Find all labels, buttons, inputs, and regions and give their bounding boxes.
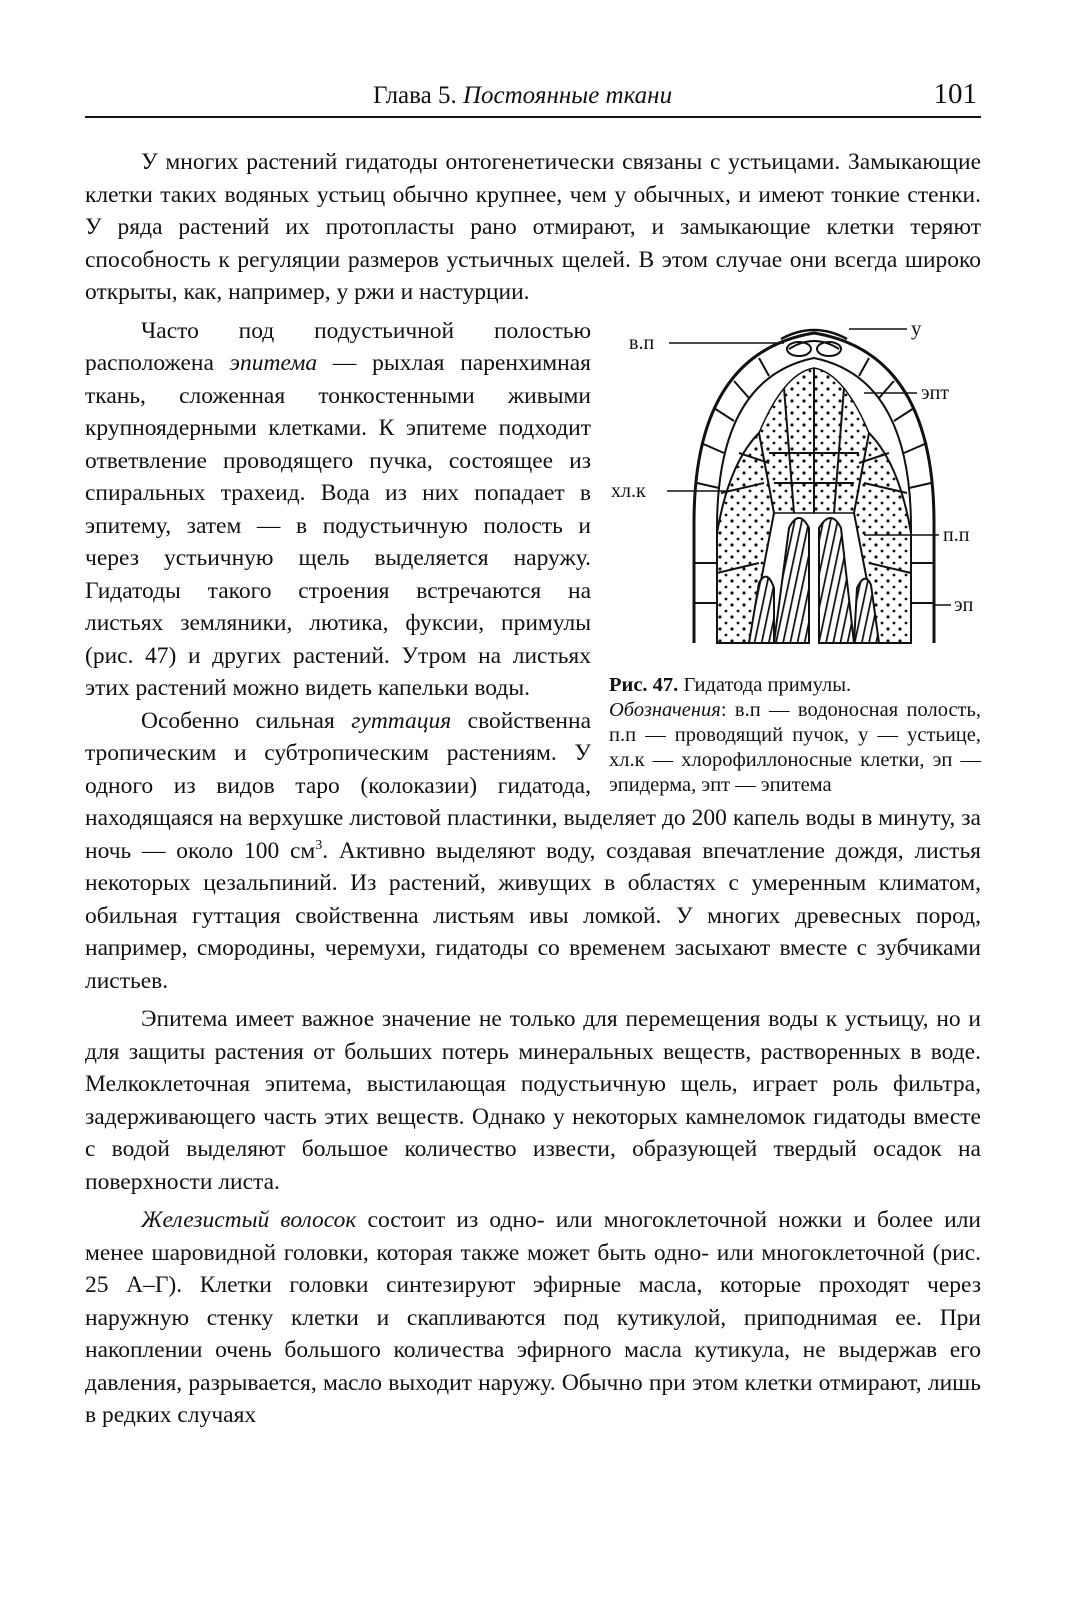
paragraph-3-text-b: свойственна тропическим и субтропическим растениям. У одного из видов таро (колоказии) гидатода, находящаяся на верхушке листовой пластинки, выделяет до 200 капель воды в минуту, за ночь — около 100 см	[85, 707, 981, 864]
body-text	[85, 146, 981, 1432]
caption-legend: : в.п — водоносная полость, п.п — проводящий пучок, у — устьице, хл.к — хлорофиллоносные клетки, эп — эпидерма, эпт — эпитема	[609, 698, 981, 796]
paragraph-4: Эпитема имеет важное значение не только для перемещения воды к устьицу, но и для защиты растения от больших потерь минеральных веществ, растворенных в воде. Мелкоклеточная эпитема, выстилающая подустьичную щель, играет роль фильтра, задерживающего часть этих веществ. Однако у некоторых камнеломок гидатоды вместе с водой выделяют большое количество извести, образующей твердый осадок на поверхности листа.	[85, 1006, 981, 1195]
chapter-title: Постоянные ткани	[462, 82, 673, 109]
label-ept: эпт	[921, 381, 950, 404]
chapter-prefix: Глава 5.	[373, 82, 457, 109]
paragraph-3-text-c: . Активно выделяют воду, создавая впечатление дождя, листья некоторых цезальпиний. Из растений, живущих в областях с умеренным климатом, обильная гуттация свойственна листьям ивы ломкой. У многих древесных пород, например, смородины, черемухи, гидатоды со временем засыхают вместе с зубчиками листьев.	[85, 837, 981, 994]
label-pp: п.п	[943, 523, 970, 546]
paragraph-3-text-a: Особенно сильная	[141, 707, 335, 734]
figure-caption	[609, 673, 981, 798]
term-guttation: гуттация	[351, 707, 452, 734]
caption-title: Гидатода примулы.	[683, 673, 852, 696]
term-glandular-hair: Железистый волосок	[141, 1207, 357, 1233]
paragraph-2-text-a: Часто под подустьичной полостью расположена	[85, 317, 591, 376]
paragraph-5-text: состоит из одно- или многоклеточной ножки и более или менее шаровидной головки, которая также может быть одно- или многоклеточной (рис. 25 А–Г). Клетки головки синтезируют эфирные масла, которые проходят через наружную стенку клетки и скапливаются под кутикулой, приподнимая ее. При накоплении очень большого количества эфирного масла кутикула, не выдержав его давления, разрывается, масло выходит наружу. Обычно при этом клетки отмирают, лишь в редких случаях	[85, 1207, 982, 1428]
term-epithem: эпитема	[229, 350, 318, 376]
hydathode-illustration	[609, 313, 981, 665]
paragraph-2-text-b: — рыхлая паренхимная ткань, сложенная тонкостенными живыми крупноядерными клетками. К эпитеме подходит ответвление проводящего пучка, состоящее из спиральных трахеид. Вода из них попадает в эпитему, затем — в подустьичную полость и через устьичную щель выделяется наружу. Гидатоды такого строения встречаются на листьях земляники, лютика, фуксии, примулы (рис. 47) и других растений. Утром на листьях этих растений можно видеть капельки воды.	[85, 350, 591, 701]
running-header	[85, 72, 981, 118]
caption-legend-label: Обозначения	[609, 698, 721, 721]
page-number: 101	[933, 78, 977, 110]
paragraph-1: У многих растений гидатоды онтогенетически связаны с устьицами. Замыкающие клетки таких водяных устьиц обычно крупнее, чем у обычных, и имеют тонкие стенки. У ряда растений их протопласты рано отмирают, и замыкающие клетки теряют способность к регуляции размеров устьичных щелей. В этом случае они всегда широко открыты, как, например, у ржи и настурции.	[85, 149, 981, 305]
figure-47	[609, 313, 981, 798]
paragraph-5	[85, 1204, 981, 1432]
label-u: у	[911, 315, 922, 340]
label-hlk: хл.к	[611, 479, 646, 502]
caption-label: Рис. 47.	[609, 673, 679, 696]
superscript-3: 3	[315, 837, 323, 853]
hydathode-drawing	[667, 329, 951, 643]
running-head	[373, 82, 672, 110]
book-page	[85, 72, 981, 1432]
label-vp: в.п	[629, 331, 655, 354]
label-ep: эп	[954, 593, 974, 616]
